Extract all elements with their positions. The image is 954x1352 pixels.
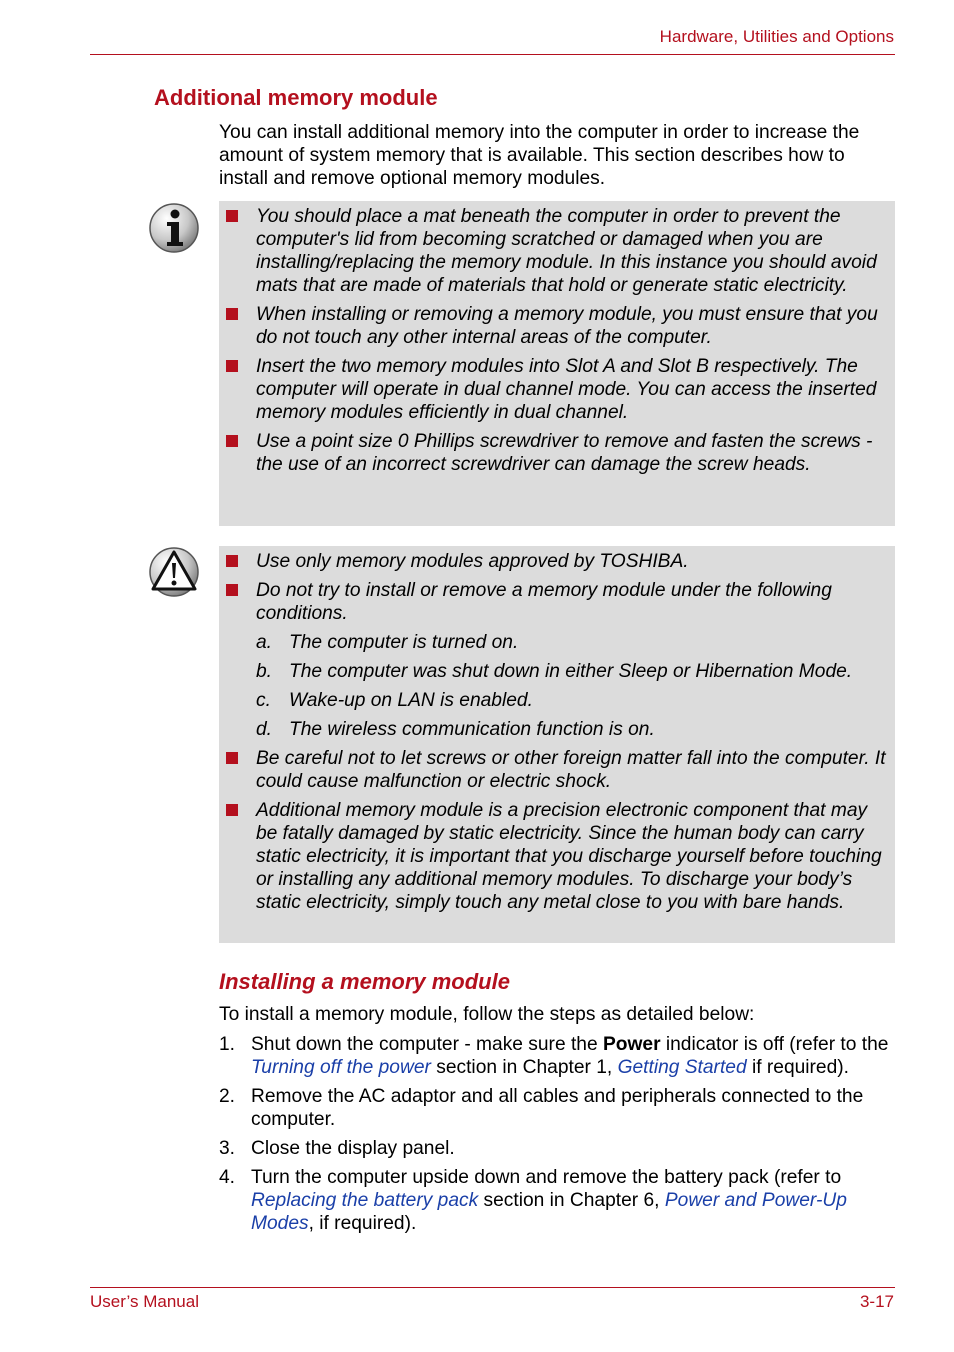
power-term: Power xyxy=(602,1034,661,1055)
steps-list xyxy=(219,1033,895,1241)
condition-item: c. Wake-up on LAN is enabled. xyxy=(256,690,533,711)
info-bullet: Insert the two memory modules into Slot A and Slot B respectively. The computer will operate in dual channel mode. You can access the inserted memory modules efficiently in dual channel. xyxy=(219,355,887,424)
link-getting-started[interactable]: Getting Started xyxy=(617,1057,747,1078)
steps-intro: To install a memory module, follow the steps as detailed below: xyxy=(219,1004,755,1025)
page-number: 3-17 xyxy=(859,1292,894,1311)
header-rule xyxy=(90,54,895,55)
footer-rule xyxy=(90,1287,895,1288)
subsection-heading: Installing a memory module xyxy=(219,969,510,994)
intro-paragraph: You can install additional memory into the computer in order to increase the amount of system memory that is available. This section describes how to install and remove optional memory modules. xyxy=(219,122,860,189)
warning-bullet: Additional memory module is a precision electronic component that may be fatally damaged by static electricity. Since the human body can carry static electricity, it is important that you discharge yourself before touching or installing any additional memory modules. To discharge your body’s static electricity, simply touch any metal close to you with bare hands. xyxy=(219,799,887,914)
step-item: 4. Turn the computer upside down and remove the battery pack (refer to Replacing the battery pack section in Chapter 6, Power and Power-Up Modes, if required). xyxy=(219,1167,847,1234)
info-bullet: When installing or removing a memory module, you must ensure that you do not touch any other internal areas of the computer. xyxy=(219,303,887,349)
link-turning-off-power[interactable]: Turning off the power xyxy=(251,1057,431,1078)
link-power-modes[interactable]: Power and Power-Up Modes xyxy=(251,1190,847,1234)
condition-item: d. The wireless communication function is on. xyxy=(256,719,655,740)
bullet-square xyxy=(226,308,238,320)
bullet-square xyxy=(226,555,238,567)
running-header: Hardware, Utilities and Options xyxy=(659,27,894,46)
step-item: 2. Remove the AC adaptor and all cables and peripherals connected to the computer. xyxy=(219,1086,864,1130)
info-note xyxy=(219,201,895,526)
info-bullet: You should place a mat beneath the computer in order to prevent the computer's lid from becoming scratched or damaged when you are installing/replacing the memory module. In this instance you should avoid mats that are made of materials that hold or generate static electricity. xyxy=(219,205,887,297)
warning-bullet: Use only memory modules approved by TOSHIBA. xyxy=(219,550,887,573)
bullet-square xyxy=(226,584,238,596)
footer-manual-title: User’s Manual xyxy=(90,1292,199,1311)
bullet-square xyxy=(226,360,238,372)
link-replacing-battery-pack[interactable]: Replacing the battery pack xyxy=(251,1190,479,1211)
warning-bullet: Do not try to install or remove a memory module under the following conditions. xyxy=(219,579,887,625)
bullet-square xyxy=(226,435,238,447)
warning-icon xyxy=(148,546,200,598)
condition-item: a. The computer is turned on. xyxy=(256,632,519,653)
warning-note xyxy=(219,546,895,943)
condition-item: b. The computer was shut down in either Sleep or Hibernation Mode. xyxy=(256,661,853,682)
section-heading: Additional memory module xyxy=(154,85,438,110)
warning-bullet: Be careful not to let screws or other foreign matter fall into the computer. It could cause malfunction or electric shock. xyxy=(219,747,887,793)
step-item: 3. Close the display panel. xyxy=(219,1138,455,1159)
bullet-square xyxy=(226,804,238,816)
info-icon xyxy=(148,202,200,254)
step-item: 1. Shut down the computer - make sure the Power indicator is off (refer to the Turning off the power section in Chapter 1, Getting Started if required). xyxy=(219,1034,889,1078)
info-bullet: Use a point size 0 Phillips screwdriver to remove and fasten the screws - the use of an incorrect screwdriver can damage the screw heads. xyxy=(219,430,887,476)
bullet-square xyxy=(226,752,238,764)
bullet-square xyxy=(226,210,238,222)
